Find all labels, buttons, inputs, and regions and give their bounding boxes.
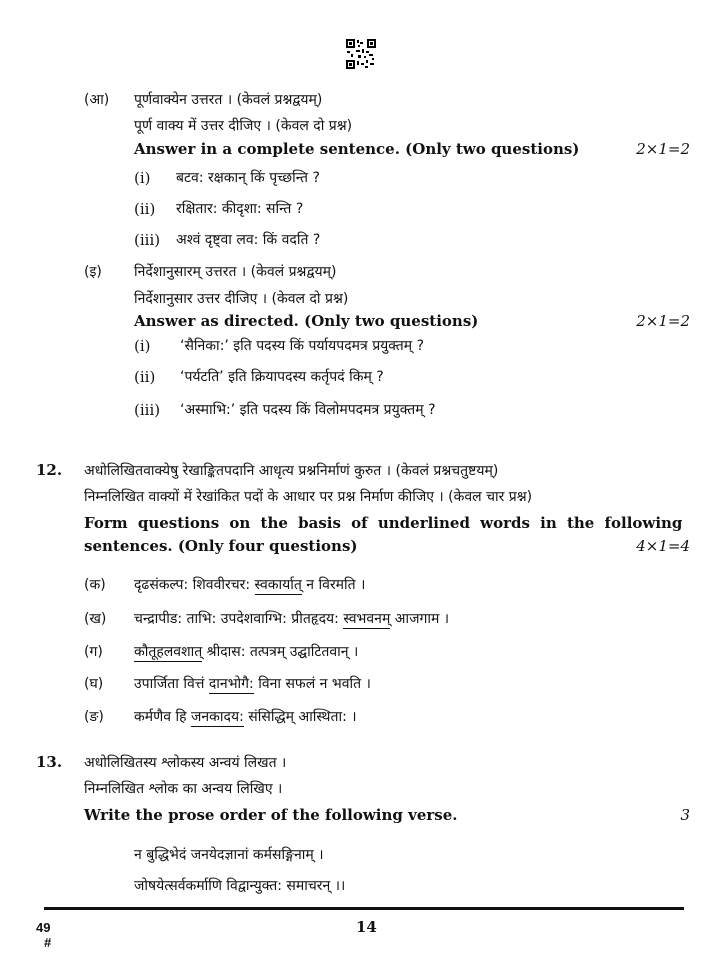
q12-item-label: (ङ): [84, 709, 104, 725]
sec-i-item-text: ‘पर्यटति’ इति क्रियापदस्य कर्तृपदं किम् ?: [180, 369, 384, 385]
q12-item: [134, 575, 365, 594]
q12-item-pre: दृढसंकल्प: शिववीरचर:: [134, 577, 255, 593]
q12-item-underlined: जनकादय:: [191, 709, 244, 725]
paper-code: 49: [36, 920, 51, 935]
q12-item: [134, 674, 371, 693]
sec-i-label: (इ): [84, 264, 102, 280]
q13-number: 13.: [36, 753, 63, 771]
q12-item-underlined: कौतूहलवशात्: [134, 644, 203, 660]
q12-item-post: संसिद्धिम् आस्थिता: ।: [243, 709, 357, 725]
q12-item-pre: कर्मणैव हि: [134, 709, 191, 725]
sec-i-english: Answer as directed. (Only two questions): [134, 312, 479, 330]
sec-aa-item-text: बटव: रक्षकान् किं पृच्छन्ति ?: [176, 170, 320, 186]
q13-hindi: निम्नलिखित श्लोक का अन्वय लिखिए ।: [84, 781, 283, 797]
q12-marks: 4×1=4: [636, 537, 690, 555]
q12-item: [134, 609, 449, 628]
sec-i-item-label: (ii): [134, 368, 156, 386]
q13-sanskrit: अधोलिखितस्य श्लोकस्य अन्वयं लिखत ।: [84, 755, 287, 771]
q12-item-pre: चन्द्रापीड: ताभि: उपदेशवाग्भि: प्रीतहृदय:: [134, 611, 344, 627]
q12-item-label: (क): [84, 577, 106, 593]
q12-english-line1-text: Form questions on the basis of underlined words in the following: [84, 514, 683, 532]
q12-item-label: (घ): [84, 676, 104, 692]
sec-aa-sanskrit: पूर्णवाक्येन उत्तरत । (केवलं प्रश्नद्वयम्): [134, 92, 323, 108]
q12-number: 12.: [36, 461, 63, 479]
sec-aa-item-label: (iii): [134, 231, 161, 249]
footer-rule: [44, 907, 684, 910]
q13-verse-line1: न बुद्धिभेदं जनयेदज्ञानां कर्मसङ्गिनाम् ।: [134, 847, 324, 863]
q12-item-post: न विरमति ।: [301, 577, 366, 593]
q12-english-line1: [84, 514, 683, 532]
q13-marks: 3: [680, 806, 690, 824]
sec-i-item-label: (i): [134, 337, 151, 355]
qr-code-icon: [346, 39, 376, 69]
sec-aa-hindi: पूर्ण वाक्य में उत्तर दीजिए । (केवल दो प्रश्न): [134, 118, 353, 134]
q12-item-post: विना सफलं न भवति ।: [253, 676, 371, 692]
q13-english: Write the prose order of the following verse.: [84, 806, 458, 824]
q12-item: [134, 707, 357, 726]
q12-item-label: (ख): [84, 611, 107, 627]
q12-item: [134, 642, 358, 661]
q12-item-underlined: स्वभवनम्: [343, 611, 391, 627]
sec-aa-english: Answer in a complete sentence. (Only two questions): [134, 140, 580, 158]
sec-i-item-text: ‘सैनिका:’ इति पदस्य किं पर्यायपदमत्र प्रयुक्तम् ?: [180, 338, 425, 354]
sec-i-marks: 2×1=2: [636, 312, 690, 330]
sec-aa-item-label: (ii): [134, 200, 156, 218]
sec-aa-item-text: रक्षितार: कीदृशा: सन्ति ?: [176, 201, 304, 217]
hash-mark: #: [44, 935, 52, 950]
sec-aa-marks: 2×1=2: [636, 140, 690, 158]
q12-item-underlined: स्वकार्यात्: [254, 577, 302, 593]
page-number: 14: [356, 918, 377, 936]
sec-i-hindi: निर्देशानुसार उत्तर दीजिए । (केवल दो प्रश्न): [134, 291, 349, 307]
sec-i-item-text: ‘अस्माभि:’ इति पदस्य किं विलोमपदमत्र प्रयुक्तम् ?: [180, 402, 436, 418]
sec-aa-item-label: (i): [134, 169, 151, 187]
q12-item-pre: उपार्जिता वित्तं: [134, 676, 209, 692]
sec-aa-item-text: अश्वं दृष्ट्वा लव: किं वदति ?: [176, 232, 321, 248]
q12-item-underlined: दानभोगै:: [208, 676, 254, 692]
q12-item-label: (ग): [84, 644, 103, 660]
q12-hindi: निम्नलिखित वाक्यों में रेखांकित पदों के आधार पर प्रश्न निर्माण कीजिए । (केवल चार प्रश्न): [84, 489, 533, 505]
sec-i-sanskrit: निर्देशानुसारम् उत्तरत । (केवलं प्रश्नद्वयम्): [134, 264, 337, 280]
sec-i-item-label: (iii): [134, 401, 161, 419]
q12-english-line2: sentences. (Only four questions): [84, 537, 358, 555]
q12-item-post: श्रीदास: तत्पत्रम् उद्घाटितवान् ।: [202, 644, 359, 660]
sec-aa-label: (आ): [84, 92, 110, 108]
q12-item-post: आजगाम ।: [390, 611, 450, 627]
q13-verse-line2: जोषयेत्सर्वकर्माणि विद्वान्युक्त: समाचरन् ।।: [134, 878, 346, 894]
q12-sanskrit: अधोलिखितवाक्येषु रेखाङ्कितपदानि आधृत्य प्रश्ननिर्माणं कुरुत । (केवलं प्रश्नचतुष्टयम्): [84, 463, 499, 479]
